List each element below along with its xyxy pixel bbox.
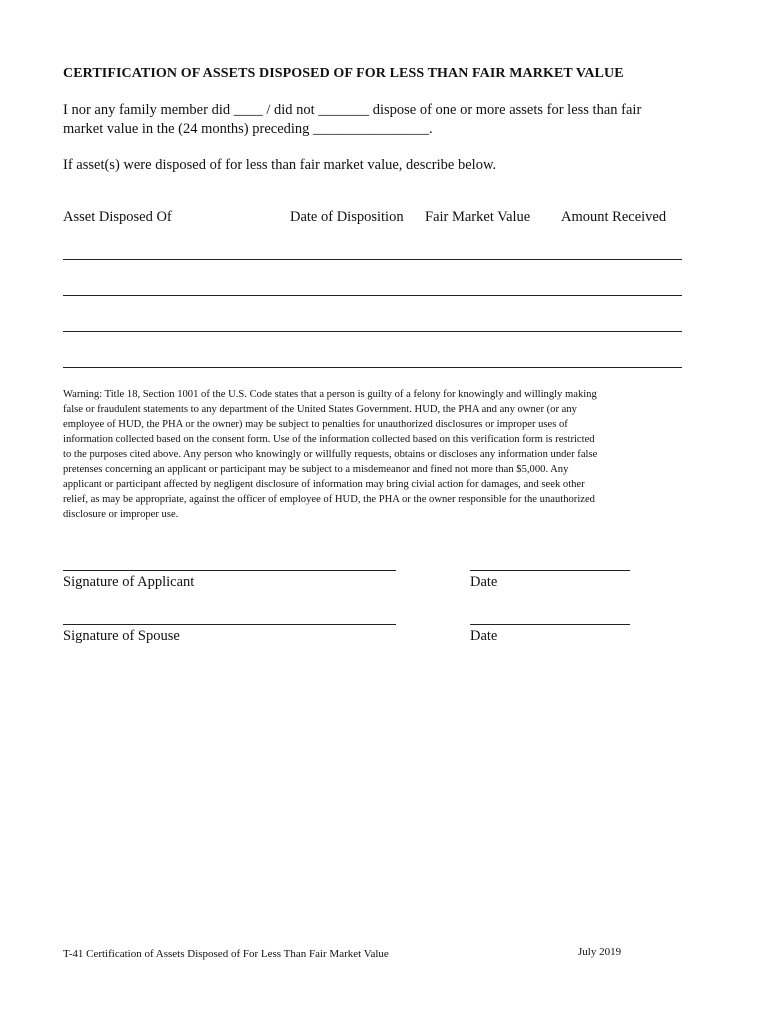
column-asset-disposed: Asset Disposed Of [63, 209, 172, 225]
warning-line: to the purposes cited above. Any person who knowingly or willfully requests, obtains or discloses any information under false [63, 449, 598, 460]
warning-line: disclosure or improper use. [63, 509, 179, 520]
document-title: CERTIFICATION OF ASSETS DISPOSED OF FOR LESS THAN FAIR MARKET VALUE [63, 66, 624, 81]
asset-entry-line [63, 367, 682, 368]
signature-applicant-label: Signature of Applicant [63, 574, 195, 590]
warning-line: false or fraudulent statements to any department of the United States Government. HUD, the PHA and any owner (or any [63, 404, 577, 415]
asset-entry-line [63, 259, 682, 260]
statement-line-2: market value in the (24 months) preceding ________________. [63, 121, 433, 137]
applicant-signature-line[interactable] [63, 570, 396, 571]
column-amount-received: Amount Received [561, 209, 667, 225]
warning-line: relief, as may be appropriate, against the officer of employee of HUD, the PHA or the owner responsible for the unauthorized [63, 494, 595, 505]
date-label-applicant: Date [470, 574, 498, 590]
asset-entry-line [63, 331, 682, 332]
warning-line: applicant or participant affected by negligent disclosure of information may bring civial action for damages, and seek other [63, 479, 585, 490]
applicant-date-line[interactable] [470, 570, 630, 571]
column-date-of-disposition: Date of Disposition [290, 209, 404, 225]
warning-paragraph [63, 387, 713, 522]
date-label-spouse: Date [470, 628, 498, 644]
warning-line: Warning: Title 18, Section 1001 of the U.S. Code states that a person is guilty of a felony for knowingly and willingly making [63, 389, 597, 400]
column-fair-market-value: Fair Market Value [425, 209, 531, 225]
instruction-text: If asset(s) were disposed of for less than fair market value, describe below. [63, 157, 497, 173]
statement-line-1: I nor any family member did ____ / did not _______ dispose of one or more assets for less than fair [63, 102, 642, 118]
spouse-signature-line[interactable] [63, 624, 396, 625]
warning-line: pretenses concerning an applicant or participant may be subject to a misdemeanor and fined not more than $5,000. Any [63, 464, 569, 475]
warning-line: information collected based on the consent form. Use of the information collected based on this verification form is restricted [63, 434, 595, 445]
warning-line: employee of HUD, the PHA or the owner) may be subject to penalties for unauthorized disclosures or improper uses of [63, 419, 568, 430]
spouse-date-line[interactable] [470, 624, 630, 625]
footer-date: July 2019 [578, 946, 622, 958]
footer-form-name: T-41 Certification of Assets Disposed of For Less Than Fair Market Value [63, 948, 389, 960]
signature-spouse-label: Signature of Spouse [63, 628, 180, 644]
asset-entry-line [63, 295, 682, 296]
